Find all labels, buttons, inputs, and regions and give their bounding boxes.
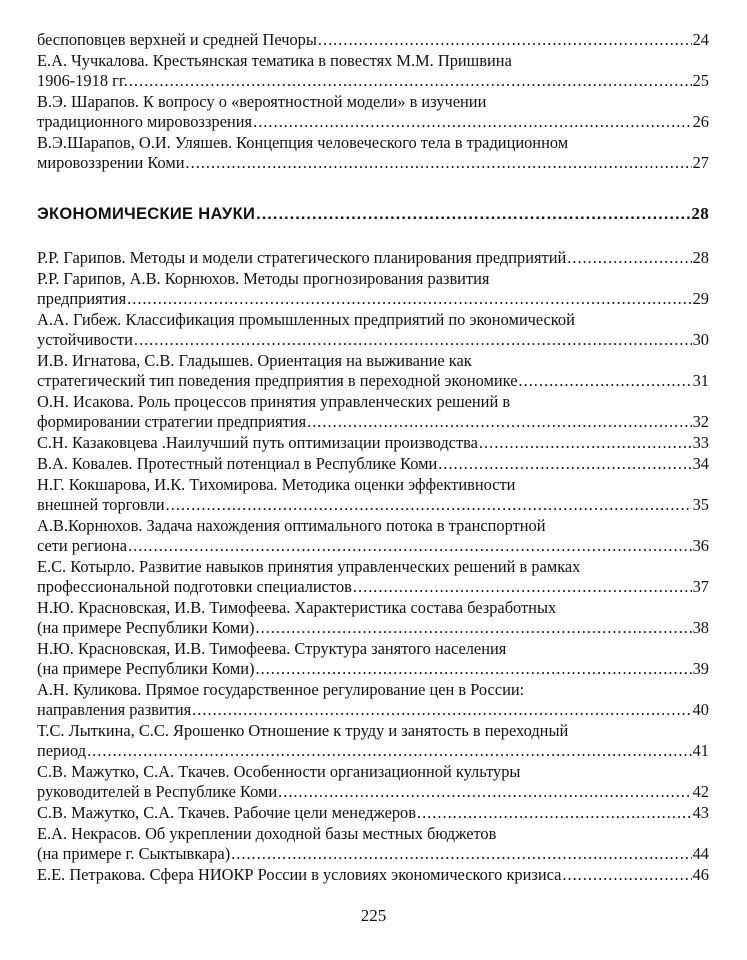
- section-heading: [37, 204, 709, 224]
- toc-page-number: 37: [692, 577, 709, 596]
- toc-page-number: 28: [692, 248, 709, 267]
- toc-entry-text: С.Н. Казаковцева .Наилучший путь оптимизации производства: [37, 433, 478, 452]
- page-number-footer: 225: [360, 906, 387, 925]
- dot-leader: [307, 412, 692, 432]
- toc-entry-text: беспоповцев верхней и средней Печоры: [37, 30, 317, 49]
- toc-page-number: 30: [692, 330, 709, 349]
- toc-entry-last-line: [37, 865, 709, 885]
- dot-leader: [253, 112, 692, 132]
- toc-entry-text: сети региона: [37, 536, 127, 555]
- toc-entry-last-line: [37, 412, 709, 432]
- toc-entry-line: Н.Ю. Красновская, И.В. Тимофеева. Структура занятого населения: [37, 639, 507, 658]
- dot-leader: [438, 454, 691, 474]
- toc-entry: [37, 475, 709, 515]
- toc-page-number: 32: [692, 412, 709, 431]
- toc-entry-last-line: [37, 30, 709, 50]
- toc-entry-text: Р.Р. Гарипов. Методы и модели стратегического планирования предприятий: [37, 248, 567, 267]
- toc-list-economics: [37, 248, 709, 885]
- toc-entry-line: Н.Ю. Красновская, И.В. Тимофеева. Характеристика состава безработных: [37, 598, 557, 617]
- toc-entry: [37, 310, 709, 350]
- toc-page-number: 34: [692, 454, 709, 473]
- toc-entry-text: 1906-1918 гг.: [37, 71, 128, 90]
- dot-leader: [127, 289, 691, 309]
- toc-entry-line: Е.А. Некрасов. Об укреплении доходной базы местных бюджетов: [37, 824, 497, 843]
- toc-page-number: 36: [692, 536, 709, 555]
- toc-entry-line: О.Н. Исакова. Роль процессов принятия управленческих решений в: [37, 392, 511, 411]
- toc-entry-text: период: [37, 741, 87, 760]
- toc-entry: [37, 51, 709, 91]
- dot-leader: [567, 248, 691, 268]
- toc-entry-text: мировоззрении Коми: [37, 153, 185, 172]
- toc-entry-last-line: [37, 577, 709, 597]
- toc-entry-line: Е.А. Чучкалова. Крестьянская тематика в повестях М.М. Пришвина: [37, 51, 512, 70]
- toc-entry: [37, 30, 709, 50]
- section-title: ЭКОНОМИЧЕСКИЕ НАУКИ: [37, 205, 256, 223]
- toc-page-number: 31: [692, 371, 709, 390]
- toc-entry: [37, 680, 709, 720]
- toc-entry: [37, 269, 709, 309]
- toc-entry: [37, 721, 709, 761]
- toc-entry-text: Е.Е. Петракова. Сфера НИОКР России в условиях экономического кризиса: [37, 865, 562, 884]
- toc-page-number: 40: [692, 700, 709, 719]
- toc-entry-text: устойчивости: [37, 330, 133, 349]
- table-of-contents: [37, 30, 709, 886]
- dot-leader: [87, 741, 692, 761]
- toc-entry-line: А.А. Гибеж. Классификация промышленных предприятий по экономической: [37, 310, 575, 329]
- toc-entry-line: Р.Р. Гарипов, А.В. Корнюхов. Методы прогнозирования развития: [37, 269, 490, 288]
- toc-entry: [37, 824, 709, 864]
- toc-entry-text: предприятия: [37, 289, 127, 308]
- toc-entry-line: В.Э. Шарапов. К вопросу о «вероятностной модели» в изучении: [37, 92, 487, 111]
- toc-entry: [37, 516, 709, 556]
- toc-entry-text: (на примере г. Сыктывкара): [37, 844, 231, 863]
- toc-entry-last-line: [37, 454, 709, 474]
- toc-entry: [37, 92, 709, 132]
- toc-entry-line: В.Э.Шарапов, О.И. Уляшев. Концепция человеческого тела в традиционном: [37, 133, 569, 152]
- toc-entry: [37, 433, 709, 453]
- dot-leader: [129, 71, 692, 91]
- toc-entry-text: традиционного мировоззрения: [37, 112, 253, 131]
- toc-entry-text: С.В. Мажутко, С.А. Ткачев. Рабочие цели менеджеров: [37, 803, 416, 822]
- toc-entry-text: (на примере Республики Коми): [37, 618, 255, 637]
- dot-leader: [255, 659, 691, 679]
- dot-leader: [192, 700, 691, 720]
- toc-entry-last-line: [37, 618, 709, 638]
- toc-entry: [37, 248, 709, 268]
- dot-leader: [166, 495, 692, 515]
- toc-entry-last-line: [37, 248, 709, 268]
- dot-leader: [186, 153, 692, 173]
- toc-entry-last-line: [37, 371, 709, 391]
- toc-entry-line: А.В.Корнюхов. Задача нахождения оптимального потока в транспортной: [37, 516, 546, 535]
- dot-leader: [353, 577, 692, 597]
- toc-entry: [37, 598, 709, 638]
- toc-page-number: 38: [692, 618, 709, 637]
- toc-page-number: 25: [692, 71, 709, 90]
- toc-entry: [37, 865, 709, 885]
- toc-entry-text: В.А. Ковалев. Протестный потенциал в Республике Коми: [37, 454, 438, 473]
- dot-leader: [128, 536, 692, 556]
- toc-entry-last-line: [37, 844, 709, 864]
- dot-leader: [278, 782, 691, 802]
- dot-leader: [318, 30, 692, 50]
- toc-entry-text: (на примере Республики Коми): [37, 659, 255, 678]
- toc-entry-last-line: [37, 700, 709, 720]
- dot-leader: [562, 865, 691, 885]
- toc-entry-line: Н.Г. Кокшарова, И.К. Тихомирова. Методика оценки эффективности: [37, 475, 516, 494]
- toc-entry-last-line: [37, 495, 709, 515]
- dot-leader: [479, 433, 692, 453]
- toc-entry-line: Т.С. Лыткина, С.С. Ярошенко Отношение к труду и занятость в переходный: [37, 721, 569, 740]
- toc-entry: [37, 803, 709, 823]
- dot-leader: [519, 371, 692, 391]
- toc-page-number: 24: [692, 30, 709, 49]
- toc-page-number: 46: [692, 865, 709, 884]
- toc-page-number: 39: [692, 659, 709, 678]
- toc-list-top: [37, 30, 709, 173]
- dot-leader: [231, 844, 691, 864]
- toc-entry: [37, 557, 709, 597]
- toc-entry-text: стратегический тип поведения предприятия в переходной экономике: [37, 371, 518, 390]
- toc-page-number: 35: [692, 495, 709, 514]
- toc-entry: [37, 454, 709, 474]
- toc-page-number: 29: [692, 289, 709, 308]
- toc-entry-last-line: [37, 659, 709, 679]
- toc-entry-line: Е.С. Котырло. Развитие навыков принятия управленческих решений в рамках: [37, 557, 581, 576]
- section-page-number: 28: [691, 204, 709, 223]
- toc-entry-last-line: [37, 433, 709, 453]
- toc-entry-last-line: [37, 741, 709, 761]
- toc-entry-line: И.В. Игнатова, С.В. Гладышев. Ориентация на выживание как: [37, 351, 472, 370]
- toc-entry-line: А.Н. Куликова. Прямое государственное регулирование цен в России:: [37, 680, 525, 699]
- toc-entry-text: направления развития: [37, 700, 192, 719]
- toc-page-number: 26: [692, 112, 709, 131]
- toc-page-number: 27: [692, 153, 709, 172]
- toc-entry: [37, 133, 709, 173]
- toc-entry-last-line: [37, 153, 709, 173]
- toc-entry-last-line: [37, 289, 709, 309]
- toc-entry: [37, 351, 709, 391]
- toc-entry-text: формировании стратегии предприятия: [37, 412, 307, 431]
- toc-entry-last-line: [37, 112, 709, 132]
- toc-page-number: 42: [692, 782, 709, 801]
- toc-entry-text: внешней торговли: [37, 495, 165, 514]
- dot-leader: [255, 618, 691, 638]
- dot-leader: [417, 803, 692, 823]
- toc-entry: [37, 639, 709, 679]
- toc-entry-last-line: [37, 330, 709, 350]
- toc-page-number: 33: [692, 433, 709, 452]
- toc-entry-last-line: [37, 536, 709, 556]
- toc-page-number: 43: [692, 803, 709, 822]
- toc-entry-text: руководителей в Республике Коми: [37, 782, 278, 801]
- toc-entry: [37, 762, 709, 802]
- toc-entry-last-line: [37, 782, 709, 802]
- toc-page-number: 44: [692, 844, 709, 863]
- toc-entry-text: профессиональной подготовки специалистов: [37, 577, 352, 596]
- toc-entry-last-line: [37, 71, 709, 91]
- dot-leader: [256, 205, 690, 224]
- dot-leader: [134, 330, 692, 350]
- toc-entry: [37, 392, 709, 432]
- toc-entry-last-line: [37, 803, 709, 823]
- toc-page-number: 41: [692, 741, 709, 760]
- toc-entry-line: С.В. Мажутко, С.А. Ткачев. Особенности организационной культуры: [37, 762, 521, 781]
